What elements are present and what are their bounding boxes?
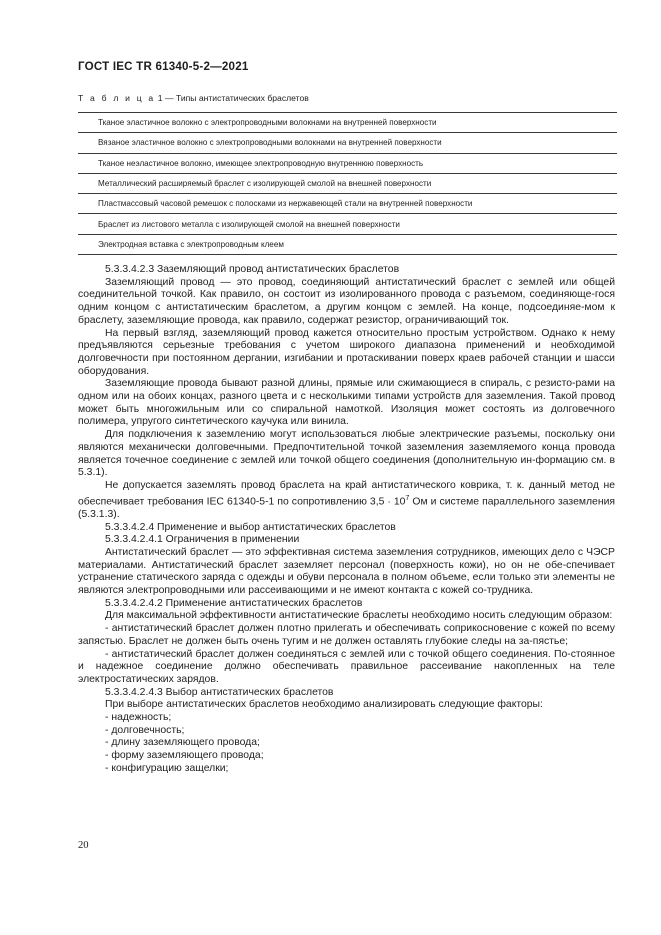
paragraph: При выборе антистатических браслетов необходимо анализировать следующие факторы: — [105, 699, 543, 711]
paragraph: Для подключения к заземлению могут использоваться любые электрические разъемы, поскольку они являются механически долговечными. Предпочтительной точкой заземления заземляемого конца провода является точечное соединение с землей или точкой общего соединения (дополнительную ин-формацию см. в 5.3.1). — [78, 429, 615, 479]
paragraph: Заземляющий провод — это провод, соединяющий антистатический браслет с землей или общей соединительной точкой. Как правило, он состоит из изолированного провода с разъемом, соединяюще-гося одним концом с антистатическим браслетом, а другим концом с землей. На конце, подсоединяе-мом к браслету, заземляющие провода, как правило, содержат резистор, ограничивающий ток. — [78, 276, 615, 326]
table-cell: Электродная вставка с электропроводным клеем — [78, 234, 617, 254]
list-item: - антистатический браслет должен плотно прилегать и обеспечивать соприкосновение с кожей по всему запястью. Браслет не должен быть очень тугим и не должен оставлять глубокие следы на за-пястье; — [78, 623, 615, 647]
table-cell: Тканое эластичное волокно с электропроводными волокнами на внутренней поверхности — [78, 113, 617, 133]
section-heading: 5.3.3.4.2.3 Заземляющий провод антистатических браслетов — [105, 264, 400, 275]
table-row — [78, 234, 617, 254]
table-cell: Тканое неэластичное волокно, имеющее электропроводную внутреннюю поверхность — [78, 153, 617, 173]
section-heading: 5.3.3.4.2.4.1 Ограничения в применении — [105, 534, 300, 546]
paragraph: Антистатический браслет — это эффективная система заземления сотрудников, имеющих дело с ЧЭСР материалами. Антистатический браслет заземляет персонал (поверхность кожи), но он не обе-спечивает устранение статического заряда с одежды и обуви персонала в полном объеме, если только эти элементы не являются электропроводными или рассеивающими и не имеют контакта с кожей со-трудника. — [78, 546, 615, 597]
list-item: - форму заземляющего провода; — [105, 750, 264, 762]
table-caption-text: 1 — Типы антистатических браслетов — [157, 93, 309, 103]
section-heading: 5.3.3.4.2.4.2 Применение антистатических браслетов — [105, 597, 363, 609]
body-text — [78, 264, 615, 776]
table-row — [78, 194, 617, 214]
paragraph: На первый взгляд, заземляющий провод кажется относительно простым устройством. Однако к нему предъявляются серьезные требования с учетом широкого диапазона применений и необходимой долговечности при постоянном дергании, изгибании и протаскивании поверх краев рабочей станции и шасси оборудования. — [78, 327, 615, 377]
table-row — [78, 153, 617, 173]
list-item: - долговечность; — [105, 724, 185, 736]
list-item: - антистатический браслет должен соединяться с землей или с точкой общего соединения. По-стоянное и надежное соединение должно обеспечивать правильное рассеивание накопленных на теле электростатических зарядов. — [78, 648, 615, 685]
page-number: 20 — [78, 840, 89, 851]
table-row — [78, 173, 617, 193]
paragraph-resistance — [78, 480, 615, 522]
exponent: 7 — [405, 494, 410, 502]
paragraph-part: Ом и системе параллельного заземления (5.3.1.3). — [78, 496, 615, 520]
table-row — [78, 133, 617, 153]
list-item: - конфигурацию защелки; — [105, 762, 229, 774]
table-cell: Пластмассовый часовой ремешок с полосками из нержавеющей стали на внутренней поверхности — [78, 194, 617, 214]
paragraph-part: Не допускается заземлять провод браслета на край антистатического коврика, т. к. данный метод не обеспечивает требования IEC 61340-5-1 по сопротивлению 3,5 · 10 — [78, 479, 615, 508]
table-cell: Металлический расширяемый браслет с изолирующей смолой на внешней поверхности — [78, 173, 617, 193]
table-row — [78, 214, 617, 234]
section-heading: 5.3.3.4.2.4.3 Выбор антистатических браслетов — [105, 686, 334, 698]
table-row — [78, 113, 617, 133]
list-item: - длину заземляющего провода; — [105, 737, 260, 749]
table-cell: Вязаное эластичное волокно с электропроводными волокнами на внутренней поверхности — [78, 133, 617, 153]
table-caption-prefix: Т а б л и ц а — [78, 93, 156, 103]
table-cell: Браслет из листового металла с изолирующей смолой на внешней поверхности — [78, 214, 617, 234]
bracelet-types-table — [78, 112, 617, 255]
table-caption — [78, 93, 309, 103]
paragraph: Заземляющие провода бывают разной длины, прямые или сжимающиеся в спираль, с резисто-рами на одном или на обоих концах, разного цвета и с несколькими типами устройств для заземления. Такой провод может быть многожильным или со спиральной намоткой. Изоляция может состоять из долговечного полимера, упругого синтетического каучука или винила. — [78, 378, 615, 428]
paragraph: Для максимальной эффективности антистатические браслеты необходимо носить следующим образом: — [105, 610, 613, 622]
section-heading: 5.3.3.4.2.4 Применение и выбор антистатических браслетов — [105, 521, 396, 533]
document-header: ГОСТ IEC TR 61340-5-2—2021 — [78, 60, 249, 73]
list-item: - надежность; — [105, 712, 172, 724]
